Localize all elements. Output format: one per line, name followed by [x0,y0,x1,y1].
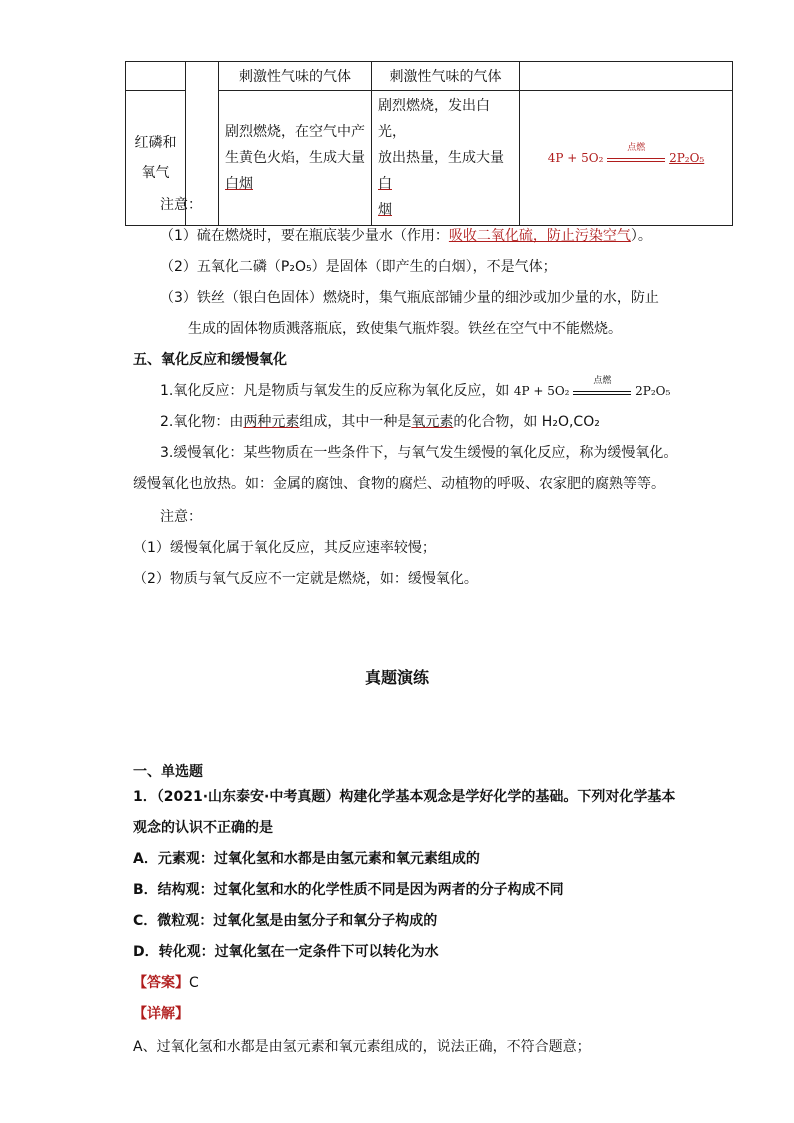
condition-label: 点燃 [627,143,646,153]
table-cell-empty [520,62,733,91]
equation-left: 4P + 5O₂ [547,151,604,165]
paragraph-highlight: 两种元素 [243,414,300,430]
cell-line-underlined: 白烟 [225,176,253,192]
question-stem-line2: 观念的认识不正确的是 [133,820,273,836]
paragraph-text: 2.氧化物：由 [160,414,244,430]
cell-line: 剧烈燃烧，发出白光， [378,98,490,140]
section-heading: 五、氧化反应和缓慢氧化 [133,352,287,368]
equation-right: 2P₂O₅ [635,384,671,398]
equation-condition [573,376,631,395]
question-stem-line1: 1．（2021·山东泰安·中考真题）构建化学基本观念是学好化学的基础。下列对化学基本 [133,789,676,805]
paragraph-text: 1.氧化反应：凡是物质与氧发生的反应称为氧化反应，如 [160,383,510,399]
note-text: ）。 [630,228,652,244]
row-label-line: 氧气 [141,165,170,181]
note-item-3-line1: （3）铁丝（银白色固体）燃烧时，集气瓶底部铺少量的细沙或加少量的水，防止 [160,290,659,306]
equation-condition [607,143,665,162]
table-cell-empty [126,62,186,91]
practice-title: 真题演练 [364,668,429,687]
cell-underlined: 白 [378,176,392,192]
option-d: D．转化观：过氧化氢在一定条件下可以转化为水 [133,944,439,960]
paragraph-text: 的化合物，如 H₂O,CO₂ [453,414,600,430]
equation-left: 4P + 5O₂ [513,384,570,398]
paragraph-highlight: 氧元素 [411,414,454,430]
section-heading: 一、单选题 [133,764,203,780]
table-cell-phenomenon-oxygen [372,91,520,226]
note-title: 注意： [160,509,202,525]
answer [133,972,199,992]
equation-right: 2P₂O₅ [669,151,705,165]
detail-text: A、过氧化氢和水都是由氢元素和氧元素组成的，说法正确，不符合题意； [133,1039,591,1055]
note-item-2: （2）五氧化二磷（P₂O₅）是固体（即产生的白烟），不是气体； [160,259,557,275]
condition-label: 点燃 [593,376,612,386]
table-cell-phenomenon-air [219,91,372,226]
detail-label: 【详解】 [133,1006,189,1022]
note-item-1 [160,225,652,245]
answer-label: 【答案】 [133,975,189,991]
answer-value: C [189,975,199,991]
paragraph-oxidation [160,376,671,400]
cell-line-underlined: 烟 [378,202,392,218]
note-text: （1）硫在燃烧时，要在瓶底装少量水（作用： [160,228,449,244]
paragraph-slow-oxidation-line1: 3.缓慢氧化：某些物质在一些条件下，与氧气发生缓慢的氧化反应，称为缓慢氧化。 [160,445,678,461]
paragraph-oxide [160,411,600,431]
cell-line: 剧烈燃烧，在空气中产 [225,124,365,140]
note-title: 注意： [160,197,202,213]
table-row [126,62,733,91]
cell-line: 放出热量，生成大量 [378,150,504,166]
paragraph-text: 组成，其中一种是 [299,414,412,430]
note-item-2: （2）物质与氧气反应不一定就是燃烧，如：缓慢氧化。 [133,571,478,587]
cell-line: 生黄色火焰，生成大量 [225,150,365,166]
chemical-equation [513,376,671,398]
table-cell: 刺激性气味的气体 [372,62,520,91]
option-c: C．微粒观：过氧化氢是由氢分子和氧分子构成的 [133,913,438,929]
option-a: A．元素观：过氧化氢和水都是由氢元素和氧元素组成的 [133,851,480,867]
note-item-3-line2: 生成的固体物质溅落瓶底，致使集气瓶炸裂。铁丝在空气中不能燃烧。 [188,321,622,337]
option-b: B．结构观：过氧化氢和水的化学性质不同是因为两者的分子构成不同 [133,882,564,898]
paragraph-slow-oxidation-line2: 缓慢氧化也放热。如：金属的腐蚀、食物的腐烂、动植物的呼吸、农家肥的腐熟等等。 [133,476,665,492]
table-cell-equation [520,91,733,226]
table-cell: 刺激性气味的气体 [219,62,372,91]
note-highlight: 吸收二氧化硫，防止污染空气 [448,228,631,244]
chemical-equation [547,143,705,165]
row-label-line: 红磷和 [134,135,177,151]
reaction-table [125,61,733,226]
note-item-1: （1）缓慢氧化属于氧化反应，其反应速率较慢； [133,540,436,556]
